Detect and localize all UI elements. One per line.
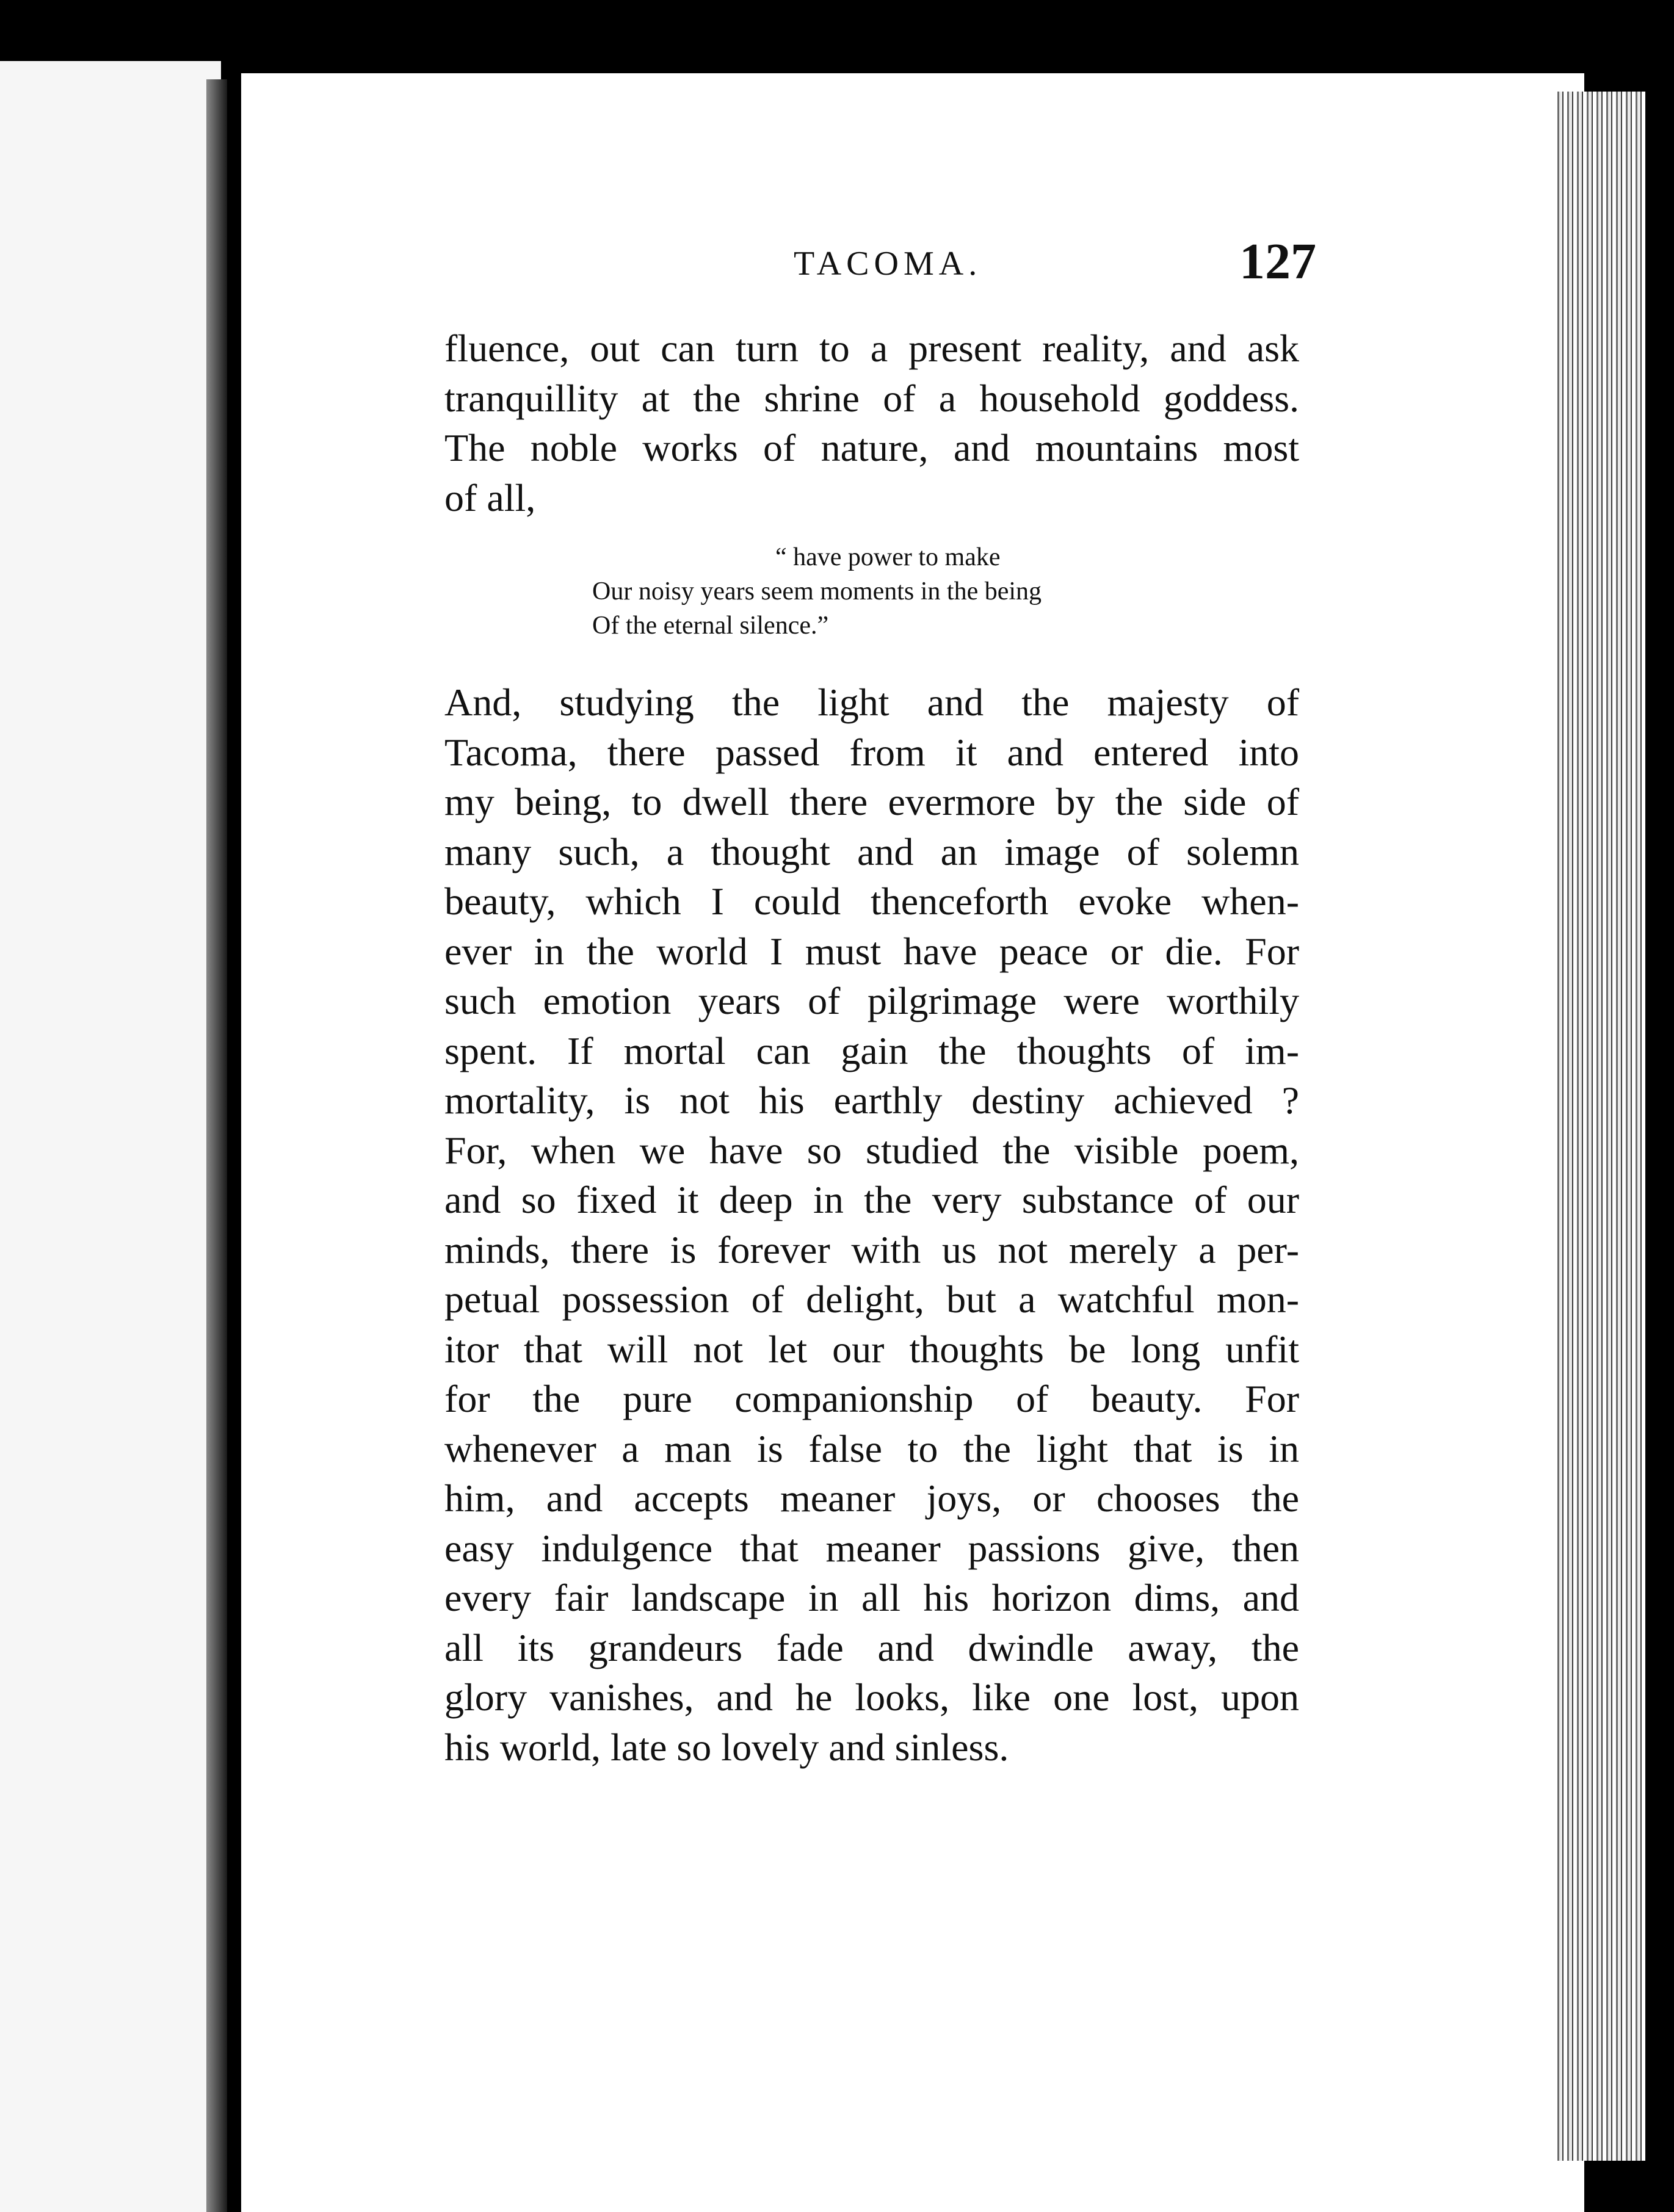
text-line: petual possession of delight, but a watchful mon-	[444, 1278, 1299, 1321]
text-line: And, studying the light and the majesty of	[444, 681, 1299, 724]
text-line: every fair landscape in all his horizon dims, and	[444, 1576, 1299, 1619]
text-line: minds, there is forever with us not merely a per-	[444, 1227, 1299, 1271]
text-line: The noble works of nature, and mountains most	[444, 426, 1299, 469]
text-line: of all,	[444, 475, 536, 519]
text-line: ever in the world I must have peace or die. For	[444, 929, 1299, 973]
page-number: 127	[1239, 233, 1316, 290]
verse-line: Of the eternal silence.”	[592, 612, 829, 640]
page-block-edges	[1554, 92, 1645, 2161]
text-line: many such, a thought and an image of solemn	[444, 830, 1299, 873]
text-line: For, when we have so studied the visible poem,	[444, 1128, 1299, 1172]
paragraph-2	[444, 678, 1299, 1772]
verse-quotation	[592, 540, 1042, 643]
text-line: my being, to dwell there evermore by the side of	[444, 780, 1299, 823]
text-line: for the pure companionship of beauty. For	[444, 1377, 1299, 1420]
text-line: easy indulgence that meaner passions give, then	[444, 1526, 1299, 1570]
text-line: beauty, which I could thenceforth evoke when-	[444, 880, 1299, 923]
text-line: whenever a man is false to the light that is in	[444, 1426, 1299, 1470]
text-line: Tacoma, there passed from it and entered into	[444, 730, 1299, 774]
text-line: tranquillity at the shrine of a household goddess.	[444, 376, 1299, 420]
facing-page-edge	[0, 61, 221, 2212]
text-line: his world, late so lovely and sinless.	[444, 1725, 1009, 1769]
text-line: mortality, is not his earthly destiny achieved ?	[444, 1079, 1299, 1122]
text-line: fluence, out can turn to a present reality, and ask	[444, 327, 1299, 370]
text-line: spent. If mortal can gain the thoughts of im-	[444, 1028, 1299, 1072]
text-line: such emotion years of pilgrimage were worthily	[444, 979, 1299, 1022]
verse-line: Our noisy years seem moments in the being	[592, 577, 1042, 605]
text-line: all its grandeurs fade and dwindle away, the	[444, 1625, 1299, 1669]
running-head: TACOMA.	[794, 245, 982, 283]
paragraph-1	[444, 323, 1299, 522]
verse-line: “ have power to make	[775, 543, 1001, 571]
text-line: and so fixed it deep in the very substance of our	[444, 1178, 1299, 1221]
text-line: glory vanishes, and he looks, like one lost, upon	[444, 1675, 1299, 1719]
book-gutter-shadow	[206, 79, 227, 2212]
text-line: itor that will not let our thoughts be long unfit	[444, 1327, 1299, 1371]
text-line: him, and accepts meaner joys, or chooses the	[444, 1476, 1299, 1520]
